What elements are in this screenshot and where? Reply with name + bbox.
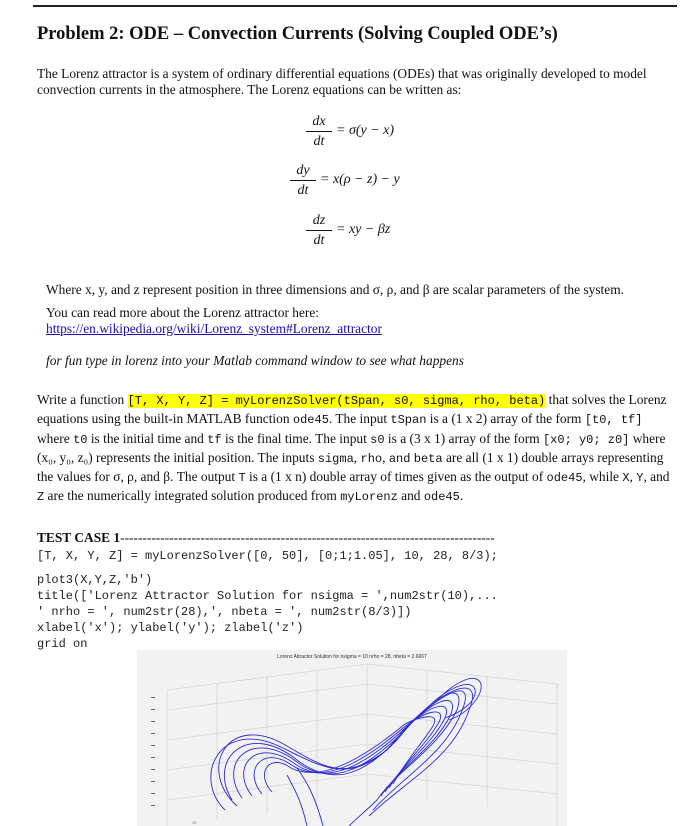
eq3-denominator: dt (313, 233, 325, 248)
attractor-trajectory (211, 678, 481, 826)
where-text: Where x, y, and z represent position in three dimensions and σ, ρ, and β are scalar parameters of the system. (46, 282, 624, 297)
lorenz-plot (137, 650, 567, 826)
eq3-numerator: dz (312, 213, 326, 228)
code-line-5: xlabel('x'); ylabel('y'); zlabel('z') (37, 621, 304, 635)
eq2-denominator: dt (297, 183, 309, 198)
task-paragraph: Write a function [T, X, Y, Z] = myLorenzSolver(tSpan, s0, sigma, rho, beta) that solves the Lorenz equations using the built-in MATLAB function ode45. The input tSpan is a (1 x 2) array of the form [t0, tf] where t0 is the initial time and tf is the final time. The input s0 is a (3 x 1) array of the form [x0; y0; z0] where (x₀, y₀, z₀) represents the initial position. The inputs sigma, rho, and beta are all (1 x 1) double arrays representing the values for σ, ρ, and β. The output T is a (1 x n) double array of times given as the output of ode45, while X, Y, and Z are the numerically integrated solution produced from myLorenz and ode45. (37, 392, 670, 505)
eq1-denominator: dt (313, 134, 325, 149)
fun-note: for fun type in lorenz into your Matlab command window to see what happens (46, 353, 464, 368)
code-line-2: plot3(X,Y,Z,'b') (37, 573, 153, 587)
x-tick-label: 20 (192, 820, 197, 825)
read-more-text: You can read more about the Lorenz attractor here: (46, 305, 320, 320)
code-line-1: [T, X, Y, Z] = myLorenzSolver([0, 50], [0;1;1.05], 10, 28, 8/3); (37, 549, 498, 563)
eq2-numerator: dy (296, 163, 310, 178)
code-line-3: title(['Lorenz Attractor Solution for nsigma = ',num2str(10),... (37, 589, 498, 603)
wikipedia-link[interactable]: https://en.wikipedia.org/wiki/Lorenz_system#Lorenz_attractor (46, 321, 382, 336)
z-tick-marks (151, 697, 155, 806)
plot-grid (167, 664, 557, 826)
plot-canvas (137, 650, 567, 826)
eq2-rhs: = x(ρ − z) − y (320, 172, 400, 187)
intro-paragraph: The Lorenz attractor is a system of ordinary differential equations (ODEs) that was originally developed to model convection currents in the atmosphere. The Lorenz equations can be written as: (37, 66, 647, 97)
code-line-4: ' nrho = ', num2str(28),', nbeta = ', num2str(8/3)]) (37, 605, 412, 619)
test-case-heading: TEST CASE 1------------------------------------------------------------------------------------ (37, 530, 495, 545)
eq3-rhs: = xy − βz (336, 222, 391, 237)
plot-title: Lorenz Attractor Solution for nsigma = 10 nrho = 28, nbeta = 2.6667 (277, 654, 427, 660)
code-line-6: grid on (37, 637, 88, 651)
function-signature: [T, X, Y, Z] = myLorenzSolver(tSpan, s0, sigma, rho, beta) (127, 394, 546, 408)
eq1-rhs: = σ(y − x) (336, 123, 395, 138)
top-rule (33, 5, 677, 7)
problem-title: Problem 2: ODE – Convection Currents (Solving Coupled ODE’s) (37, 24, 558, 44)
eq1-numerator: dx (312, 114, 326, 129)
